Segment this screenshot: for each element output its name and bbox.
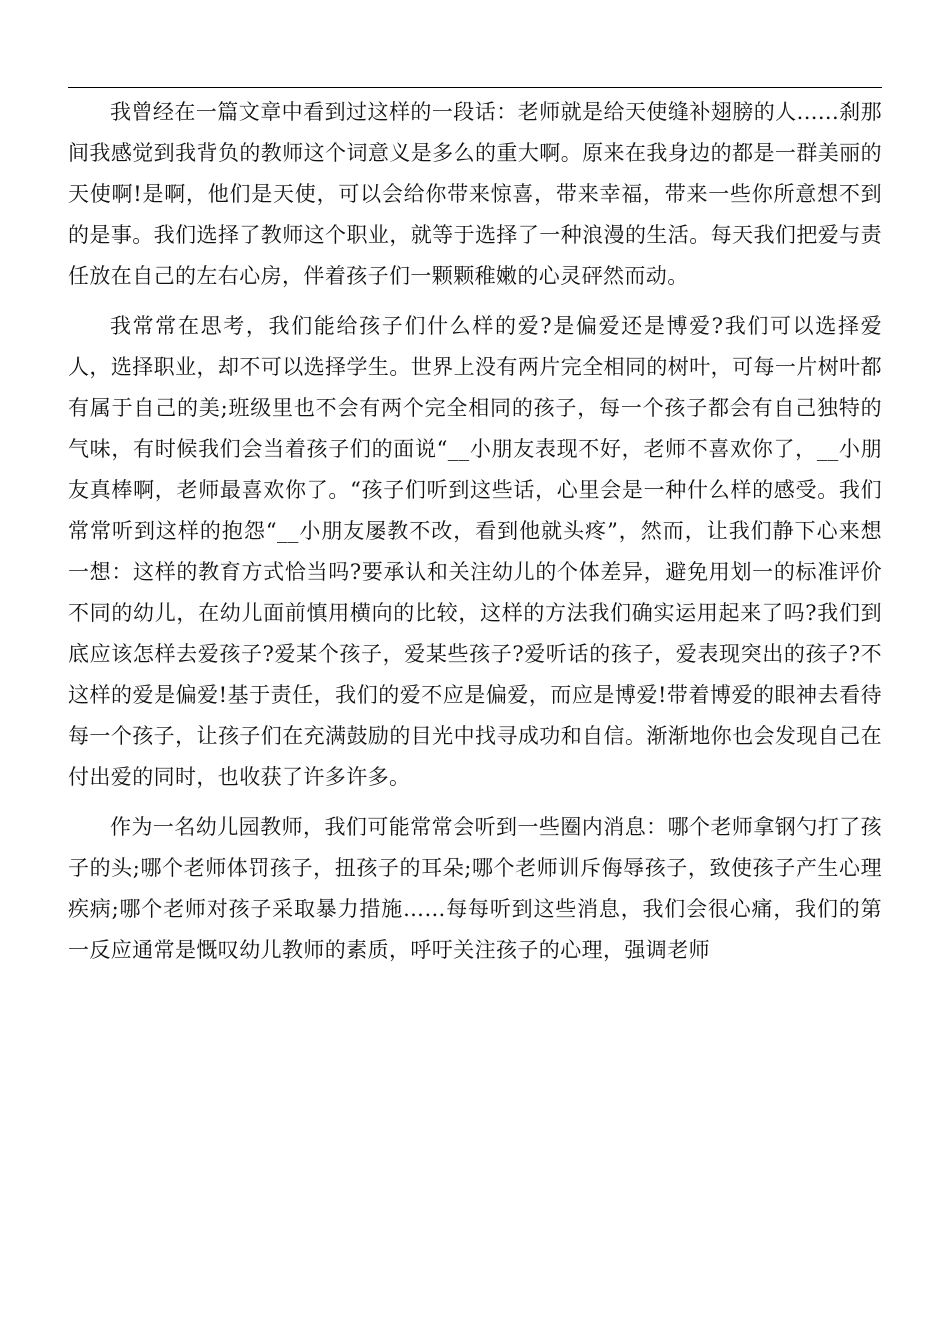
header-rule <box>68 87 882 88</box>
paragraph-1: 我曾经在一篇文章中看到过这样的一段话：老师就是给天使缝补翅膀的人......刹那间我感觉到我背负的教师这个词意义是多么的重大啊。原来在我身边的都是一群美丽的天使啊!是啊，他们是天使，可以会给你带来惊喜，带来幸福，带来一些你所意想不到的是事。我们选择了教师这个职业，就等于选择了一种浪漫的生活。每天我们把爱与责任放在自己的左右心房，伴着孩子们一颗颗稚嫩的心灵砰然而动。 <box>68 100 882 288</box>
paragraph-2: 我常常在思考，我们能给孩子们什么样的爱?是偏爱还是博爱?我们可以选择爱人，选择职业，却不可以选择学生。世界上没有两片完全相同的树叶，可每一片树叶都有属于自己的美;班级里也不会有两个完全相同的孩子，每一个孩子都会有自己独特的气味，有时候我们会当着孩子们的面说“__小朋友表现不好，老师不喜欢你了，__小朋友真棒啊，老师最喜欢你了。“孩子们听到这些话，心里会是一种什么样的感受。我们常常听到这样的抱怨“__小朋友屡教不改，看到他就头疼”，然而，让我们静下心来想一想：这样的教育方式恰当吗?要承认和关注幼儿的个体差异，避免用划一的标准评价不同的幼儿，在幼儿面前慎用横向的比较，这样的方法我们确实运用起来了吗?我们到底应该怎样去爱孩子?爱某个孩子，爱某些孩子?爱听话的孩子，爱表现突出的孩子?不这样的爱是偏爱!基于责任，我们的爱不应是偏爱，而应是博爱!带着博爱的眼神去看待每一个孩子，让孩子们在充满鼓励的目光中找寻成功和自信。渐渐地你也会发现自己在付出爱的同时，也收获了许多许多。 <box>68 314 882 789</box>
paragraph-3: 作为一名幼儿园教师，我们可能常常会听到一些圈内消息：哪个老师拿钢勺打了孩子的头;哪个老师体罚孩子，扭孩子的耳朵;哪个老师训斥侮辱孩子，致使孩子产生心理疾病;哪个老师对孩子采取暴力措施……每每听到这些消息，我们会很心痛，我们的第一反应通常是慨叹幼儿教师的素质，呼吁关注孩子的心理，强调老师 <box>68 815 882 962</box>
document-body <box>68 92 882 971</box>
